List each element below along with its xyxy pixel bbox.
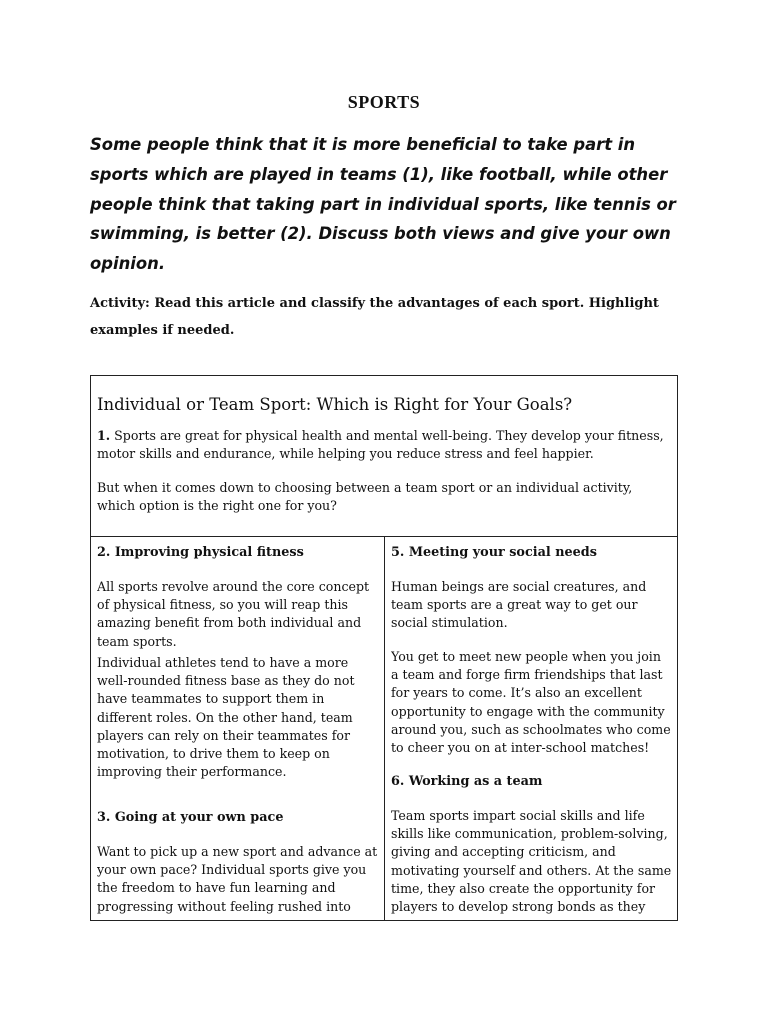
activity-line: Activity: Read this article and classify the advantages of each sport. Highlight [90,296,659,311]
intro-line [97,427,667,445]
text-line: Team sports impart social skills and life [391,808,645,823]
activity-line: examples if needed. [90,323,235,338]
text-line: your own pace? Individual sports give you [97,862,367,878]
text-line: amazing benefit from both individual and [97,615,362,631]
text-line: motivation, to drive them to keep on [97,746,330,762]
prompt-line: opinion. [90,254,166,274]
text-line: around you, such as schoolmates who come [391,721,671,737]
intro-paragraph-1 [97,427,667,463]
intro-number: 1. [97,428,111,443]
prompt-line: swimming, is better (2). Discuss both views and give your own [90,224,671,244]
text-line: have teammates to support them in [97,691,325,707]
paragraph-fitness-2 [97,654,379,781]
text-line: of physical fitness, so you will reap this [97,597,349,613]
text-line: to cheer you on at inter-school matches! [391,740,650,756]
doc-title: SPORTS [347,92,421,112]
text-line: motivating yourself and others. At the same [391,862,672,878]
paragraph-fitness-1 [97,578,379,651]
text-line: giving and accepting criticism, and [391,844,616,860]
heading-own-pace: 3. Going at your own pace [97,810,284,825]
text-line: progressing without feeling rushed into [97,898,351,914]
text-line: skills like communication, problem-solving, [391,826,668,842]
text-line: Want to pick up a new sport and advance at [97,844,378,859]
text-line: well-rounded fitness base as they do not [97,673,355,689]
text-line: time, they also create the opportunity for [391,880,656,896]
text-line: You get to meet new people when you join [391,649,661,664]
text-line: for years to come. It’s also an excellent [391,685,642,701]
intro-line: motor skills and endurance, while helping you reduce stress and feel happier. [97,446,594,462]
text-line: Individual athletes tend to have a more [97,655,349,670]
intro-paragraph-2 [97,479,667,515]
article-header [91,376,677,537]
prompt-line: sports which are played in teams (1), like football, while other [90,164,668,184]
paragraph-social-2 [391,648,673,757]
text-line: the freedom to have fun learning and [97,880,336,896]
heading-physical-fitness: 2. Improving physical fitness [97,545,304,560]
text-line: Human beings are social creatures, and [391,579,647,594]
intro-text: Sports are great for physical health and mental well-being. They develop your fitness, [110,428,664,443]
essay-prompt [90,130,690,279]
heading-working-team: 6. Working as a team [391,774,543,789]
paragraph-social-1 [391,578,673,633]
column-divider [384,536,385,920]
text-line: social stimulation. [391,615,508,631]
prompt-line: people think that taking part in individual sports, like tennis or [90,194,676,214]
paragraph-own-pace [97,843,379,916]
prompt-line: Some people think that it is more beneficial to take part in [90,135,636,154]
text-line: team sports. [97,633,177,649]
text-line: improving their performance. [97,764,287,780]
paragraph-working-team [391,807,673,916]
article-box [90,375,678,921]
text-line: players can rely on their teammates for [97,727,350,743]
text-line: a team and forge firm friendships that last [391,667,663,683]
text-line: opportunity to engage with the community [391,703,665,719]
text-line: players to develop strong bonds as they [391,899,646,915]
intro-line: But when it comes down to choosing between a team sport or an individual activity, [97,480,633,495]
article-title: Individual or Team Sport: Which is Right for Your Goals? [97,395,573,414]
activity-instructions [90,290,710,344]
intro-line: which option is the right one for you? [97,498,337,514]
text-line: different roles. On the other hand, team [97,709,353,725]
heading-social-needs: 5. Meeting your social needs [391,545,597,560]
text-line: All sports revolve around the core concept [97,579,370,594]
left-column [97,536,379,920]
right-column [391,536,673,920]
text-line: team sports are a great way to get our [391,597,638,613]
